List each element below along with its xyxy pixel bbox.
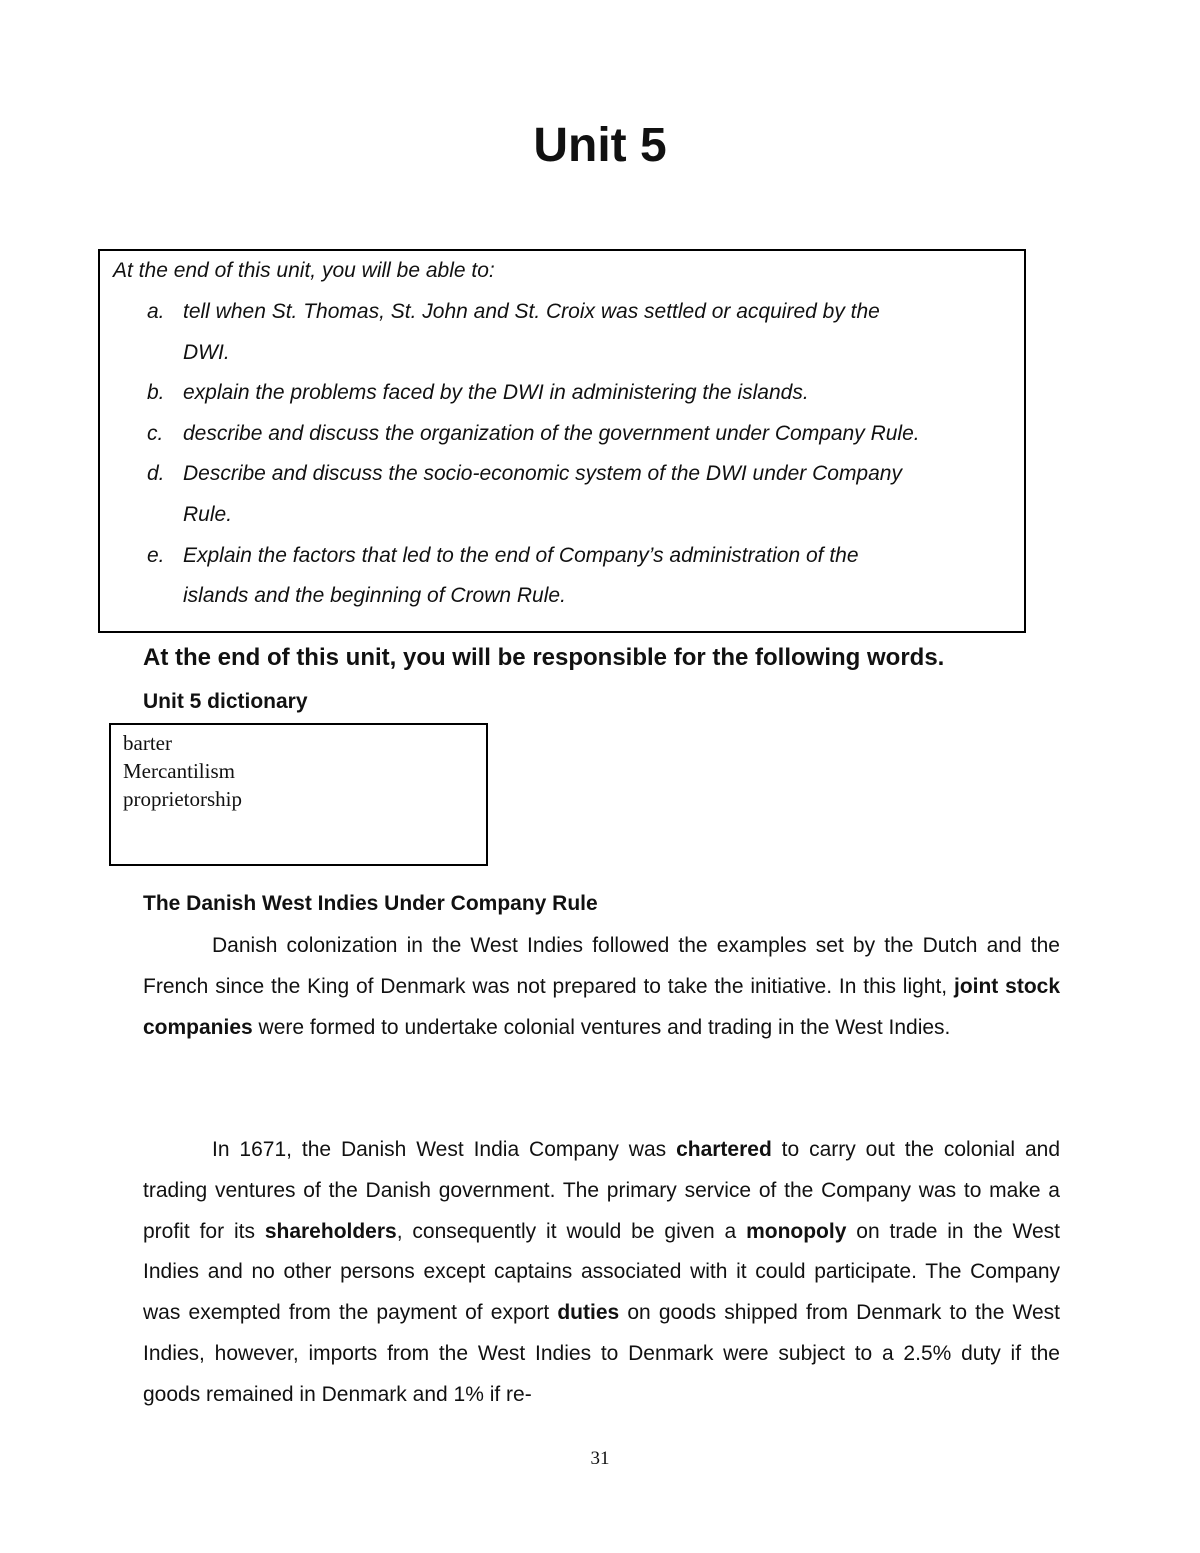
objective-a-line-2: DWI. [183, 341, 230, 364]
objective-d-line-1: Describe and discuss the socio-economic system of the DWI under Company [183, 462, 902, 485]
key-term: duties [557, 1301, 620, 1325]
objective-letter-c: c. [147, 422, 164, 445]
objective-c-line-1: describe and discuss the organization of the government under Company Rule. [183, 422, 920, 445]
objective-b-line-1: explain the problems faced by the DWI in administering the islands. [183, 381, 809, 404]
objective-letter-a: a. [147, 300, 165, 323]
objective-letter-b: b. [147, 381, 165, 404]
page-number: 31 [590, 1448, 610, 1469]
responsible-words-heading: At the end of this unit, you will be responsible for the following words. [143, 644, 945, 671]
objective-a-line-1: tell when St. Thomas, St. John and St. Croix was settled or acquired by the [183, 300, 880, 323]
objective-d-line-2: Rule. [183, 503, 233, 526]
dictionary-word: barter [123, 731, 172, 755]
dictionary-label: Unit 5 dictionary [143, 690, 308, 713]
objective-letter-e: e. [147, 544, 165, 567]
key-term: monopoly [746, 1219, 847, 1243]
objective-e-line-1: Explain the factors that led to the end of Company’s administration of the [183, 544, 859, 567]
key-term: shareholders [264, 1219, 397, 1243]
key-term: chartered [676, 1138, 772, 1161]
key-term: joint stock companies [143, 974, 1060, 1039]
unit-title: Unit 5 [533, 119, 667, 172]
section-heading: The Danish West Indies Under Company Rule [143, 892, 598, 915]
paragraph-1: Danish colonization in the West Indies followed the examples set by the Dutch and the French since the King of Denmark was not prepared to take the initiative. In this light, joint stock companies were formed to undertake colonial ventures and trading in the West Indies. [143, 934, 1060, 1039]
objective-e-line-2: islands and the beginning of Crown Rule. [183, 584, 566, 607]
objectives-intro: At the end of this unit, you will be able to: [113, 259, 495, 282]
objective-letter-d: d. [147, 462, 165, 485]
dictionary-word: proprietorship [123, 787, 242, 811]
dictionary-word: Mercantilism [123, 759, 235, 783]
paragraph-2: In 1671, the Danish West India Company was chartered to carry out the colonial and trading ventures of the Danish government. The primary service of the Company was to make a profit for its shareholders, consequently it would be given a monopoly on trade in the West Indies and no other persons except captains associated with it could participate. The Company was exempted from the payment of export duties on goods shipped from Denmark to the West Indies, however, imports from the West Indies to Denmark were subject to a 2.5% duty if the goods remained in Denmark and 1% if re- [143, 1138, 1061, 1406]
